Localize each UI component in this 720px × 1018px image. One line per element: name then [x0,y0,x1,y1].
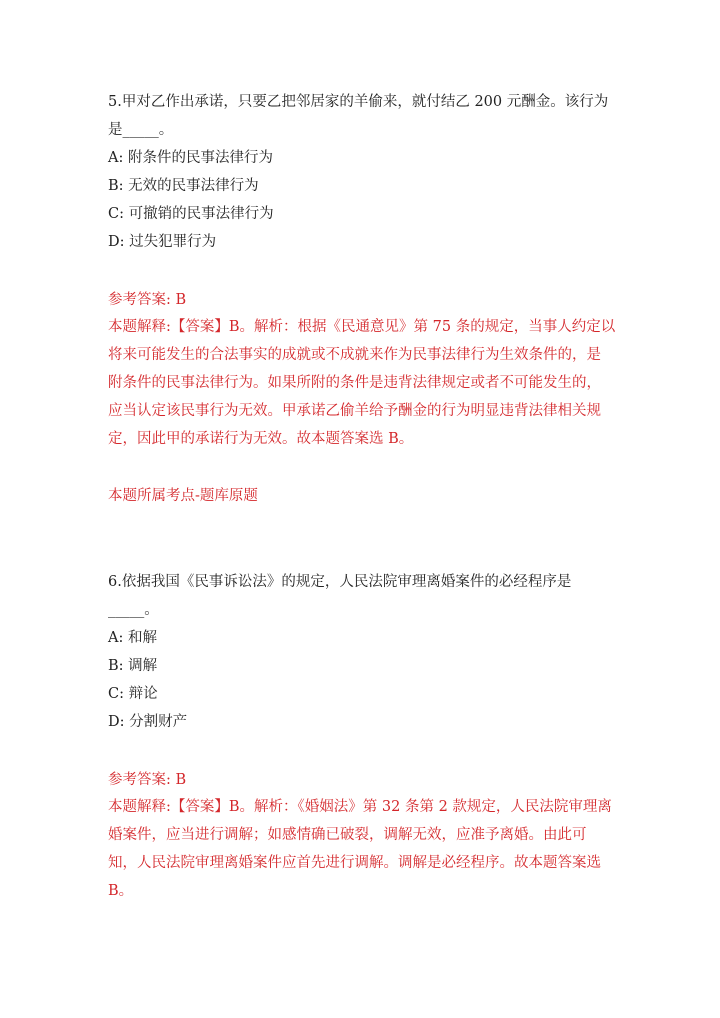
q6-explanation-line-3: 知，人民法院审理离婚案件应首先进行调解。调解是必经程序。故本题答案选 [108,855,601,871]
q6-explanation-line-1: 本题解释:【答案】B。解析：《婚姻法》第 32 条第 2 款规定，人民法院审理离 [108,799,612,815]
q5-answer: 参考答案: B [108,292,187,308]
q6-stem-line-1: 6.依据我国《民事诉讼法》的规定，人民法院审理离婚案件的必经程序是 [108,574,572,590]
q5-option-c: C: 可撤销的民事法律行为 [108,206,274,222]
q5-knowledge-point: 本题所属考点-题库原题 [108,488,258,504]
q6-option-c: C: 辩论 [108,686,158,702]
q5-explanation-line-2: 将来可能发生的合法事实的成就或不成就来作为民事法律行为生效条件的，是 [108,347,601,363]
q6-stem-line-2: _____。 [108,602,159,618]
q6-option-a: A: 和解 [108,630,157,646]
q6-explanation-line-2: 婚案件，应当进行调解；如感情确已破裂，调解无效，应准予离婚。由此可 [108,827,587,843]
q5-stem-line-2: 是_____。 [108,122,174,138]
q5-stem-line-1: 5.甲对乙作出承诺，只要乙把邻居家的羊偷来，就付结乙 200 元酬金。该行为 [108,94,609,110]
q5-explanation-line-3: 附条件的民事法律行为。如果所附的条件是违背法律规定或者不可能发生的， [108,375,601,391]
q5-explanation-line-1: 本题解释:【答案】B。解析：根据《民通意见》第 75 条的规定，当事人约定以 [108,319,616,335]
q5-explanation-line-5: 定，因此甲的承诺行为无效。故本题答案选 B。 [108,431,414,447]
q5-option-a: A: 附条件的民事法律行为 [108,150,273,166]
q6-option-b: B: 调解 [108,658,158,674]
q6-answer: 参考答案: B [108,772,187,788]
q6-explanation-line-4: B。 [108,883,134,899]
q5-option-b: B: 无效的民事法律行为 [108,178,259,194]
q5-option-d: D: 过失犯罪行为 [108,234,217,250]
q6-option-d: D: 分割财产 [108,714,188,730]
q5-explanation-line-4: 应当认定该民事行为无效。甲承诺乙偷羊给予酬金的行为明显违背法律相关规 [108,403,601,419]
